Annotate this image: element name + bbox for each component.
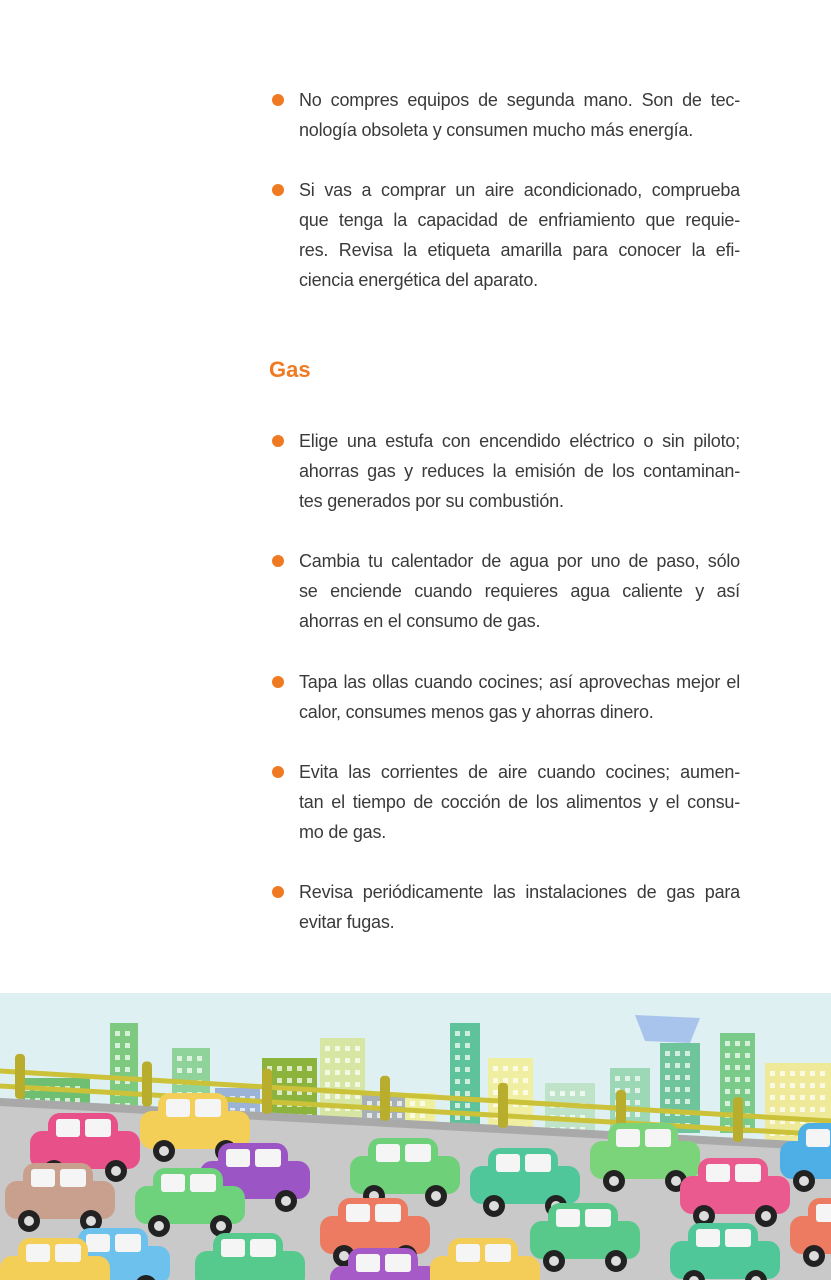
item-text-line: Si vas a comprar un aire acondicionado, comprueba bbox=[299, 180, 740, 200]
bullet-item bbox=[268, 426, 740, 516]
bullet-item bbox=[268, 877, 740, 937]
item-text-line: se enciende cuando requieres agua caliente y así bbox=[299, 581, 740, 601]
item-text-line: No compres equipos de segunda mano. Son de tec- bbox=[299, 90, 740, 110]
bullet-icon bbox=[272, 555, 284, 567]
bullet-item bbox=[268, 667, 740, 727]
item-text-line: evitar fugas. bbox=[299, 912, 395, 932]
item-text-line: Tapa las ollas cuando cocines; así aprovechas mejor el bbox=[299, 672, 740, 692]
item-text-line: Elige una estufa con encendido eléctrico o sin piloto; bbox=[299, 431, 740, 451]
bullet-icon bbox=[272, 435, 284, 447]
item-text-line: tan el tiempo de cocción de los alimentos y el consu- bbox=[299, 792, 740, 812]
bullet-item bbox=[268, 546, 740, 636]
item-text-line: Revisa periódicamente las instalaciones de gas para bbox=[299, 882, 740, 902]
item-text-line: ahorras gas y reduces la emisión de los contaminan- bbox=[299, 461, 740, 481]
item-text-line: Cambia tu calentador de agua por uno de paso, sólo bbox=[299, 551, 740, 571]
item-text-line: ciencia energética del aparato. bbox=[299, 270, 538, 290]
section-heading-gas: Gas bbox=[269, 357, 311, 382]
item-text-line: tes generados por su combustión. bbox=[299, 491, 564, 511]
bullet-item bbox=[268, 757, 740, 847]
item-text-line: Evita las corrientes de aire cuando cocines; aumen- bbox=[299, 762, 740, 782]
bullet-item bbox=[268, 85, 740, 145]
item-text-line: que tenga la capacidad de enfriamiento que requie- bbox=[299, 210, 740, 230]
item-text-line: mo de gas. bbox=[299, 822, 387, 842]
bullet-icon bbox=[272, 94, 284, 106]
item-text-line: calor, consumes menos gas y ahorras dinero. bbox=[299, 702, 654, 722]
traffic-jam-illustration bbox=[0, 993, 831, 1280]
bullet-item bbox=[268, 175, 740, 295]
bullet-icon bbox=[272, 184, 284, 196]
bullet-icon bbox=[272, 676, 284, 688]
item-text-line: ahorras en el consumo de gas. bbox=[299, 611, 541, 631]
item-text-line: nología obsoleta y consumen mucho más energía. bbox=[299, 120, 694, 140]
item-text-line: res. Revisa la etiqueta amarilla para conocer la efi- bbox=[299, 240, 740, 260]
bullet-icon bbox=[272, 886, 284, 898]
bullet-icon bbox=[272, 766, 284, 778]
